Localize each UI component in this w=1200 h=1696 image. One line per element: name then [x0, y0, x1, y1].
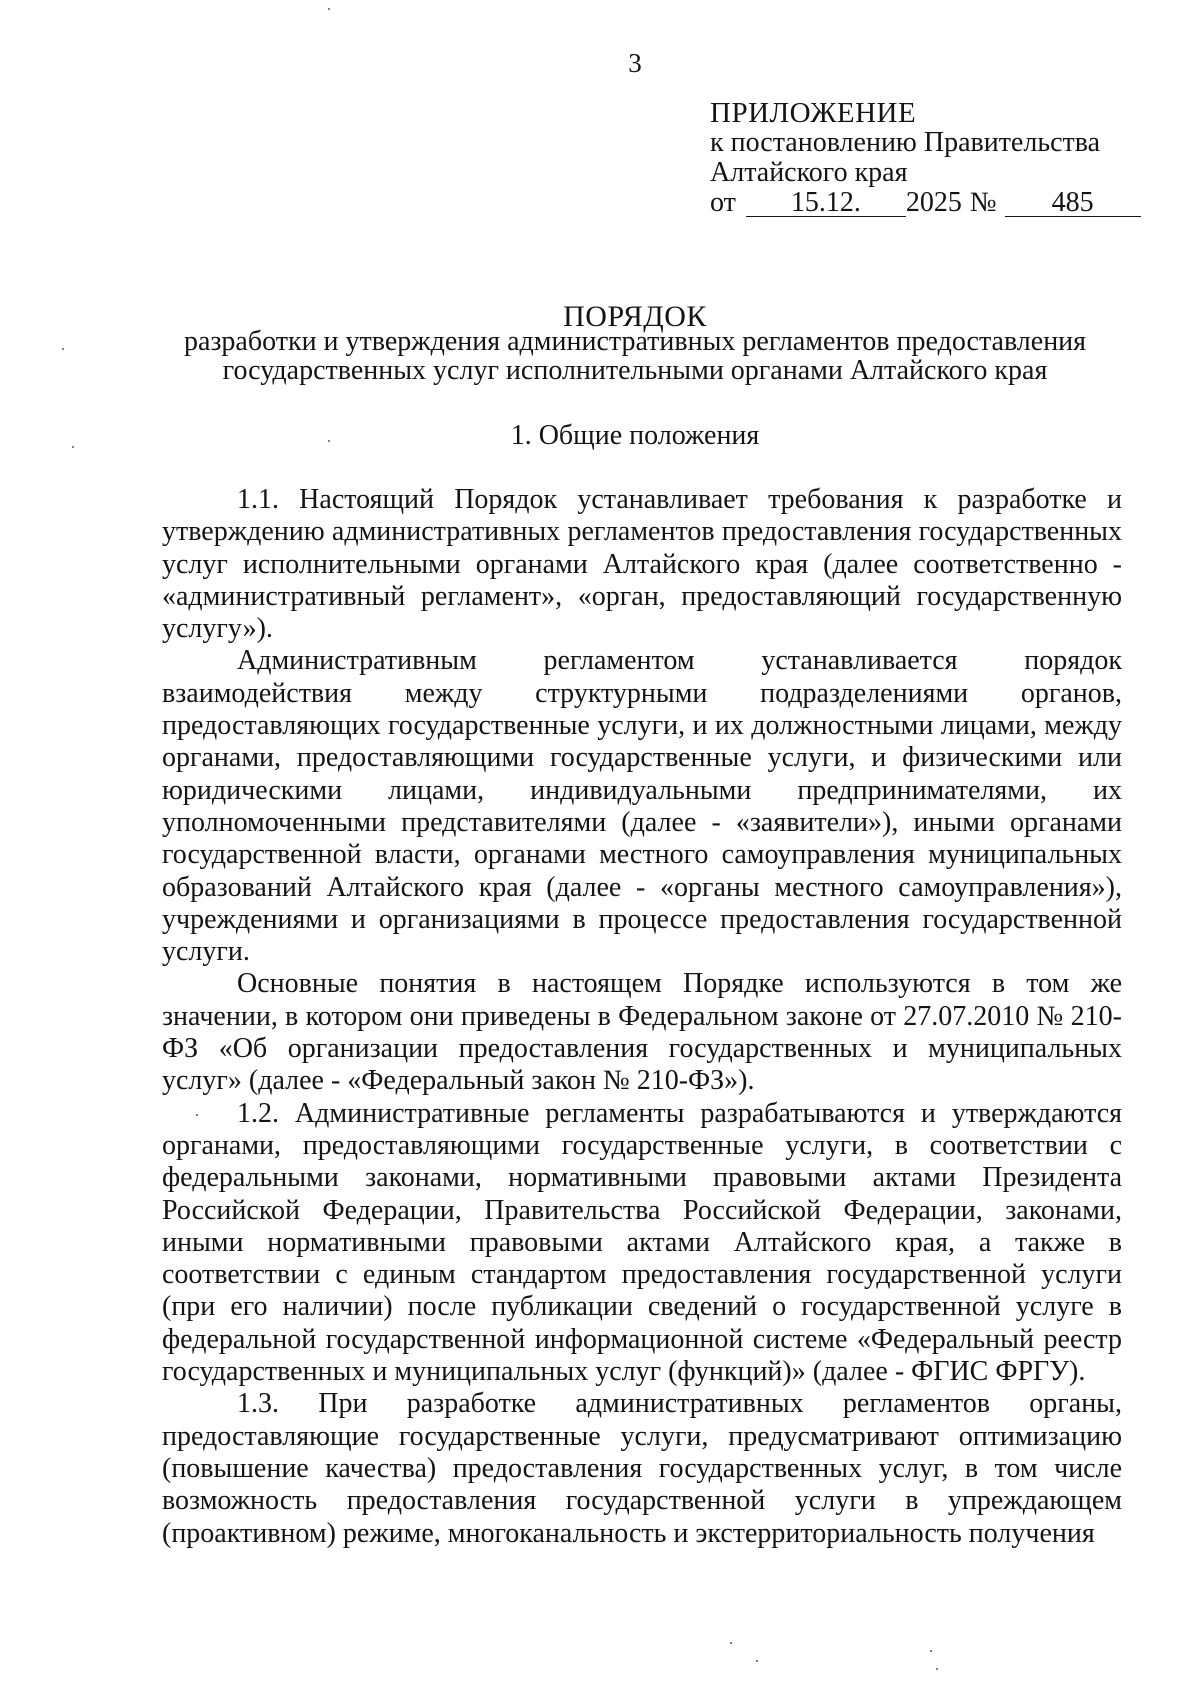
appendix-title: ПРИЛОЖЕНИЕ — [710, 97, 917, 129]
section-heading: 1. Общие положения — [510, 420, 760, 451]
appendix-block — [710, 98, 1141, 218]
document-subtitle: разработки и утверждения административных регламентов предоставления государственных услуг исполнительными органами Алтайского края — [183, 326, 1087, 386]
document-title: ПОРЯДОК — [563, 300, 707, 333]
number-sign: № — [969, 187, 997, 218]
paragraph-1-3: 1.3. При разработке административных регламентов органы, предоставляющие государственные услуги, предусматривают оптимизацию (повышение качества) предоставления государственных услуг, в том числе возможность предоставления государственной услуги в упреждающем (проактивном) режиме, многоканальность и экстерриториальность получения — [162, 1388, 1122, 1549]
page-number: 3 — [628, 48, 642, 78]
date-field — [746, 187, 906, 218]
scan-speck — [756, 1660, 758, 1662]
paragraph-regulation-scope: Административным регламентом устанавливается порядок взаимодействия между структурными подразделениями органов, предоставляющих государственные услуги, и их должностными лицами, между органами, предоставляющими государственные услуги, и физическими или юридическими лицами, индивидуальными предпринимателями, их уполномоченными представителями (далее - «заявители»), иными органами государственной власти, органами местного самоуправления муниципальных образований Алтайского края (далее - «органы местного самоуправления»), учреждениями и организациями в процессе предоставления государственной услуги. — [162, 645, 1122, 968]
appendix-date-line — [710, 188, 1141, 218]
scan-speck — [196, 1114, 198, 1116]
appendix-line-2: Алтайского края — [710, 157, 908, 188]
scan-speck — [72, 446, 74, 448]
scan-speck — [936, 1668, 938, 1670]
paragraph-basic-concepts: Основные понятия в настоящем Порядке используются в том же значении, в котором они приведены в Федеральном законе от 27.07.2010 № 210-ФЗ «Об организации предоставления государственных и муниципальных услуг» (далее - «Федеральный закон № 210-ФЗ»). — [162, 968, 1122, 1097]
scan-speck — [62, 348, 64, 350]
paragraph-1-1: 1.1. Настоящий Порядок устанавливает требования к разработке и утверждению административных регламентов предоставления государственных услуг исполнительными органами Алтайского края (далее соответственно - «административный регламент», «орган, предоставляющий государственную услугу»). — [162, 484, 1122, 645]
paragraph-1-2: 1.2. Административные регламенты разрабатываются и утверждаются органами, предоставляющими государственные услуги, в соответствии с федеральными законами, нормативными правовыми актами Президента Российской Федерации, Правительства Российской Федерации, законами, иными нормативными правовыми актами Алтайского края, а также в соответствии с единым стандартом предоставления государственной услуги (при его наличии) после публикации сведений о государственной услуге в федеральной государственной информационной системе «Федеральный реестр государственных и муниципальных услуг (функций)» (далее - ФГИС ФРГУ). — [162, 1097, 1122, 1388]
appendix-line-1: к постановлению Правительства — [710, 127, 1101, 158]
year: 2025 — [905, 187, 962, 218]
scan-speck — [730, 1642, 732, 1644]
scan-speck — [328, 8, 330, 10]
date-value: 15.12. — [790, 187, 861, 218]
number-value: 485 — [1051, 187, 1094, 218]
section-body — [162, 484, 1122, 1550]
number-field — [1005, 187, 1141, 218]
scan-speck — [328, 440, 330, 442]
scan-speck — [930, 1650, 932, 1652]
date-prefix: от — [710, 187, 736, 218]
